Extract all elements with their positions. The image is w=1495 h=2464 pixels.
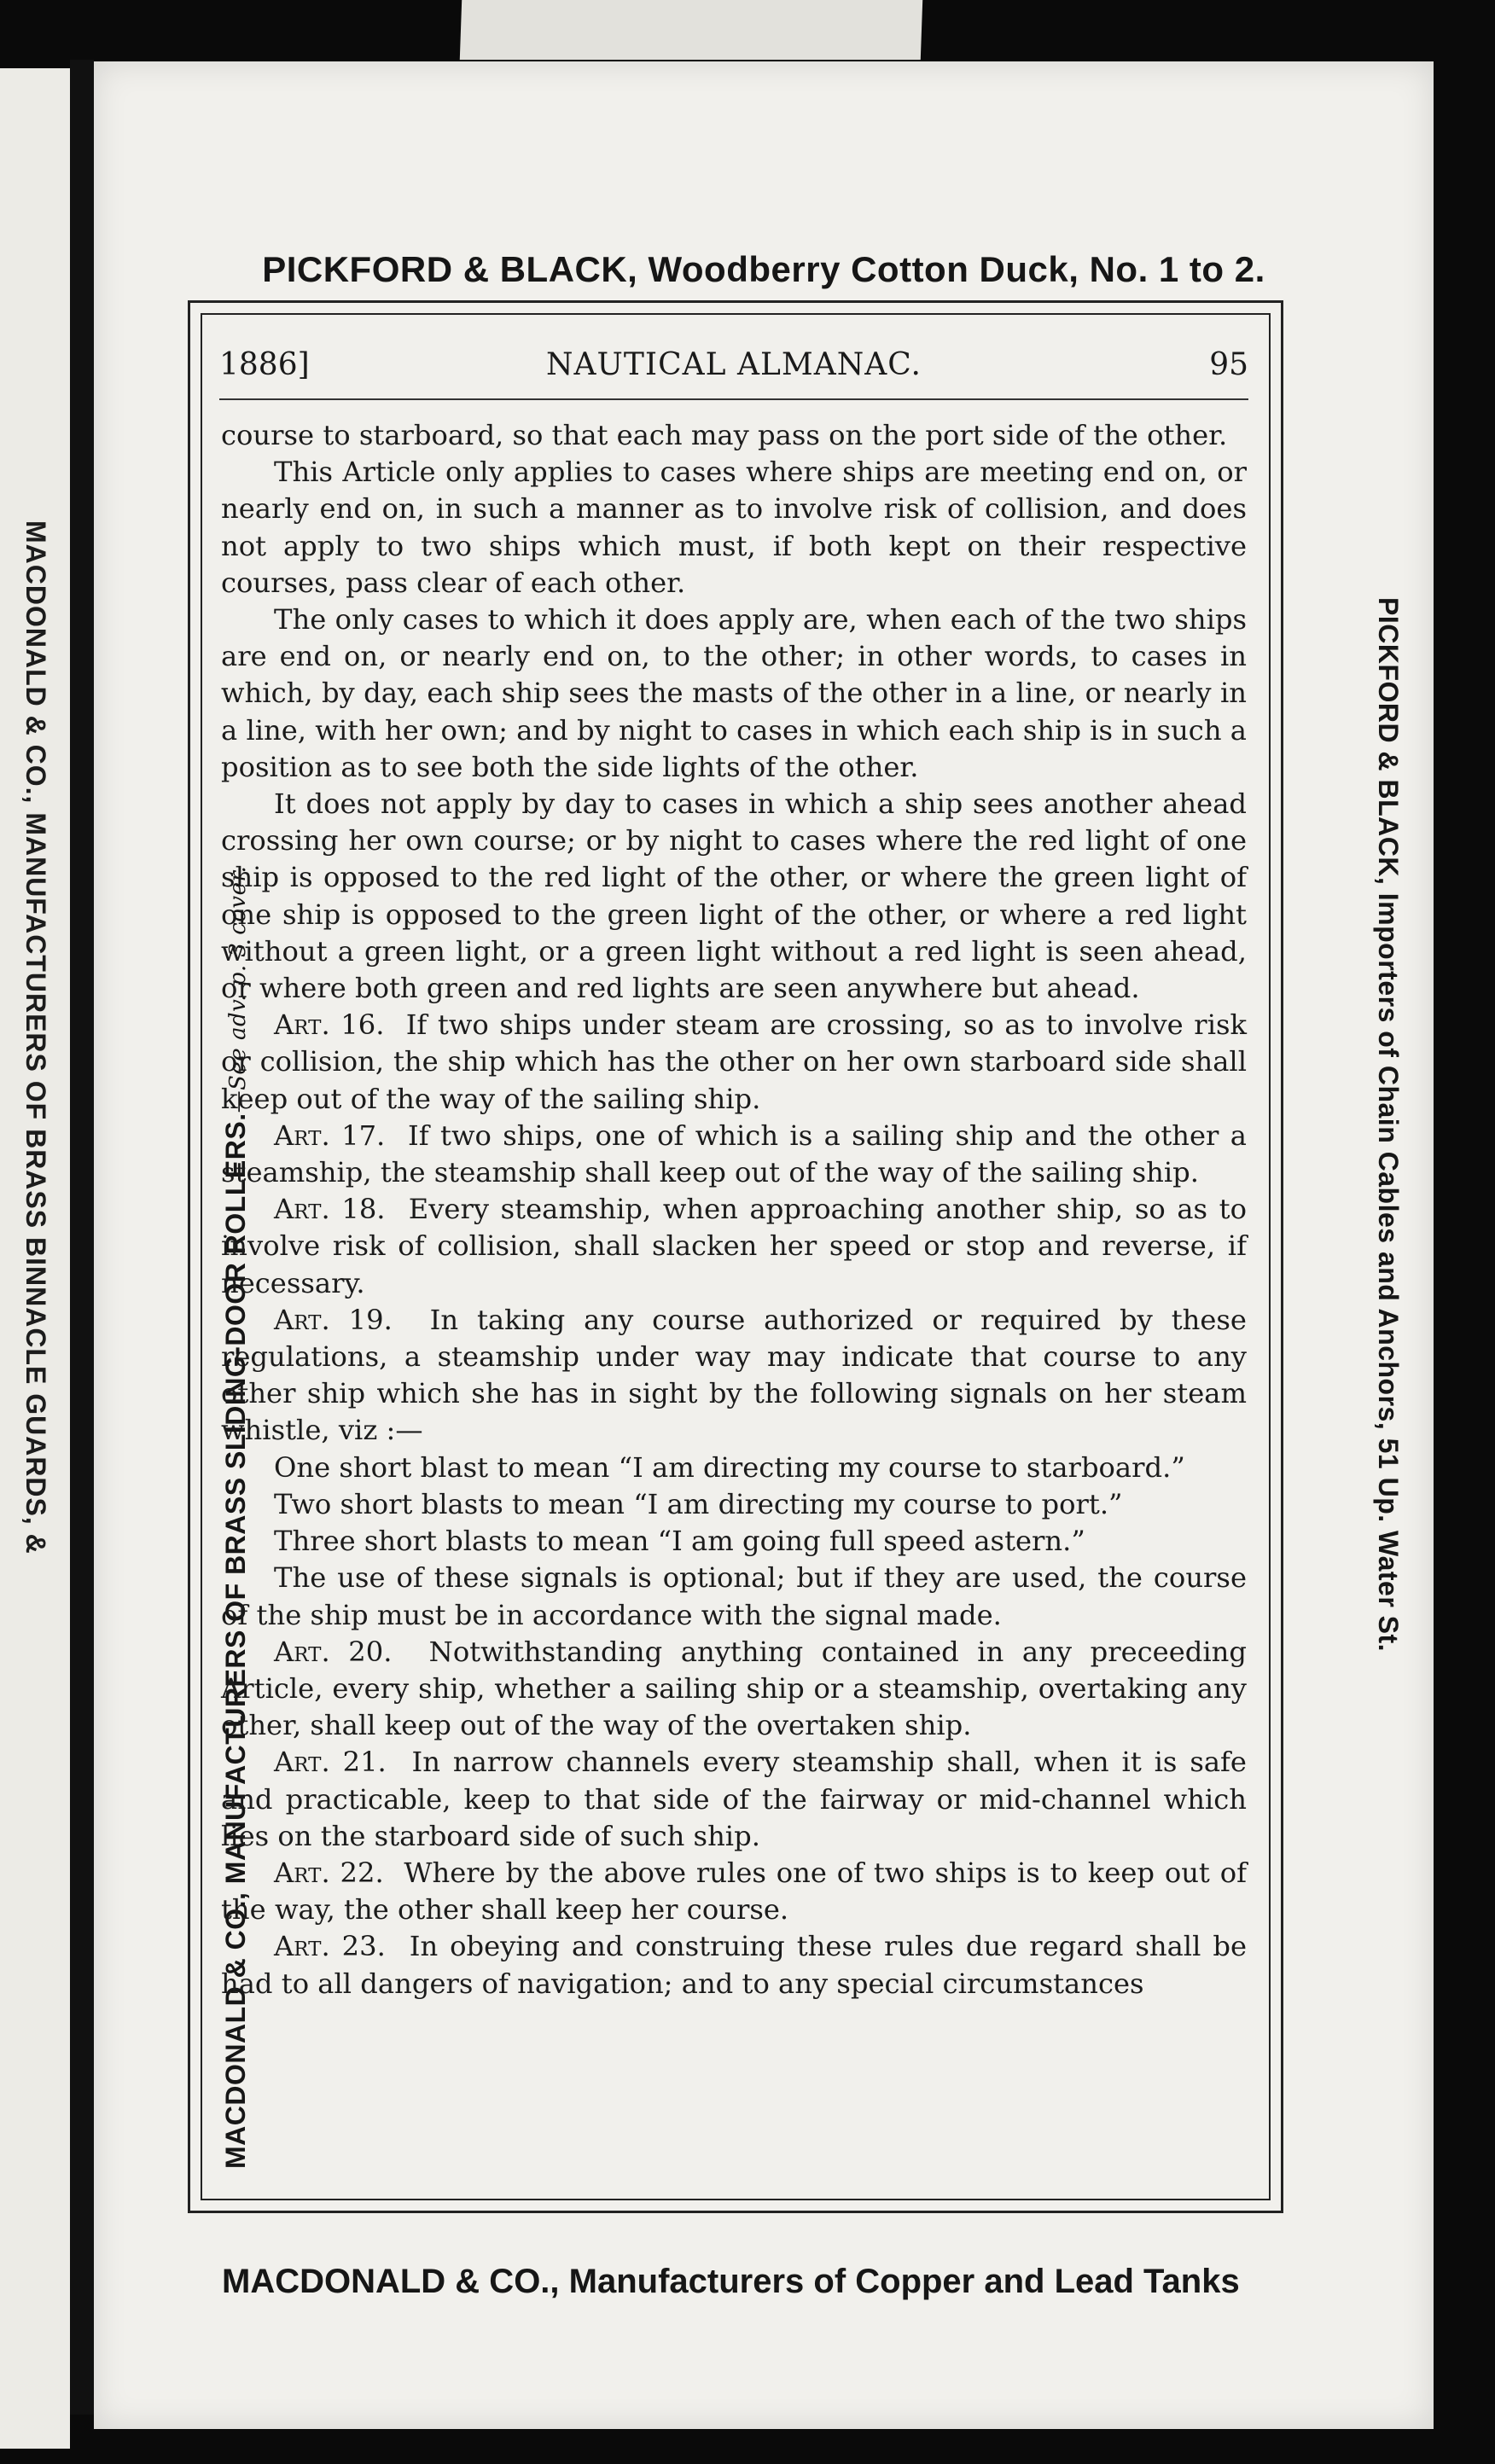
paragraph <box>221 1634 1247 1745</box>
paragraph-text: If two ships, one of which is a sailing ship and the other a steamship, the steamship shall keep out of the way of the sailing ship. <box>221 1119 1247 1189</box>
paragraph-text: Where by the above rules one of two ships is to keep out of the way, the other shall keep her course. <box>221 1856 1247 1926</box>
right-margin-advertisement: PICKFORD & BLACK, Importers of Chain Cables and Anchors, 51 Up. Water St. <box>1373 597 1404 1653</box>
article-number: Art. 21. <box>274 1746 387 1779</box>
paragraph-text: It does not apply by day to cases in which a ship sees another ahead crossing her own course; or by night to cases where the red light of one ship is opposed to the red light of the other, or where the green light of one ship is opposed to the green light of the other, or where a red light without a green light, or a green light without a red light is seen ahead, or where both green and red lights are seen anywhere but ahead. <box>221 787 1247 1005</box>
header-page-number: 95 <box>1209 347 1248 382</box>
paragraph-text: Notwithstanding anything contained in any preceeding Article, every ship, whether a sailing ship or a steamship, overtaking any other, shall keep out of the way of the overtaken ship. <box>221 1635 1247 1742</box>
paragraph-text: The only cases to which it does apply are, when each of the two ships are end on, or nearly end on, to the other; in other words, to cases in which, by day, each ship sees the masts of the other in a line, or nearly in a line, with her own; and by night to cases in which each ship is in such a position as to see both the side lights of the other. <box>221 603 1247 783</box>
header-year: 1886] <box>219 347 310 382</box>
adjacent-page-advertisement: MACDONALD & CO., MANUFACTURERS OF BRASS BINNACLE GUARDS, & <box>20 520 51 1555</box>
paragraph-text: If two ships under steam are crossing, so as to involve risk or collision, the ship which has the other on her own starboard side shall keep out of the way of the sailing ship. <box>221 1008 1248 1115</box>
book-gutter <box>70 60 94 2415</box>
paragraph-text: Two short blasts to mean “I am directing my course to port.” <box>274 1487 1123 1520</box>
paragraph <box>221 601 1247 786</box>
left-margin-advertisement-note: —See adv. p. 3 cover. <box>225 865 251 1113</box>
paragraph-text: Every steamship, when approaching another ship, so as to involve risk of collision, shall slacken her speed or stop and reverse, if necessary. <box>221 1193 1247 1299</box>
bottom-advertisement: MACDONALD & CO., Manufacturers of Copper and Lead Tanks <box>222 2263 1240 2300</box>
paragraph <box>221 417 1247 454</box>
background-paper-scrap <box>460 0 922 60</box>
page <box>94 61 1434 2429</box>
paragraph <box>221 1855 1247 1928</box>
article-number: Art. 20. <box>274 1635 393 1668</box>
paragraph <box>221 1928 1247 2002</box>
paragraph <box>221 1486 1247 1523</box>
paragraph-text: One short blast to mean “I am directing my course to starboard.” <box>274 1450 1185 1484</box>
article-number: Art. 23. <box>274 1930 386 1963</box>
paragraph <box>221 1302 1247 1450</box>
paragraph-text: The use of these signals is optional; but if they are used, the course of the ship must be in accordance with the signal made. <box>221 1561 1247 1631</box>
paragraph <box>221 786 1247 1007</box>
article-number: Art. 16. <box>274 1008 385 1042</box>
article-number: Art. 18. <box>274 1193 386 1226</box>
article-body <box>221 417 1247 2002</box>
paragraph <box>221 1007 1247 1118</box>
paragraph-text: This Article only applies to cases where ships are meeting end on, or nearly end on, in such a manner as to involve risk of collision, and does not apply to two ships which must, if both kept on their respective courses, pass clear of each other. <box>221 456 1247 599</box>
paragraph <box>221 1118 1247 1191</box>
paragraph <box>221 1191 1247 1302</box>
page-frame-inner <box>201 313 1271 2200</box>
paragraph <box>221 1560 1247 1633</box>
paragraph <box>221 1523 1247 1560</box>
paragraph-text: Three short blasts to mean “I am going full speed astern.” <box>274 1525 1085 1558</box>
paragraph-text: In taking any course authorized or required by these regulations, a steamship under way may indicate that course to any other ship which she has in sight by the following signals on her steam whistle, viz :— <box>221 1303 1247 1447</box>
paragraph-text: In obeying and construing these rules due regard shall be had to all dangers of navigation; and to any special circumstances <box>221 1930 1247 2000</box>
paragraph <box>221 454 1247 601</box>
paragraph <box>221 1450 1247 1486</box>
article-number: Art. 17. <box>274 1119 386 1152</box>
header-title: NAUTICAL ALMANAC. <box>546 347 922 382</box>
article-number: Art. 22. <box>274 1856 384 1889</box>
article-number: Art. 19. <box>274 1303 393 1336</box>
running-head <box>219 347 1248 398</box>
page-frame <box>188 300 1283 2213</box>
left-margin-advertisement-text: MACDONALD & CO., MANUFACTURERS OF BRASS SLIDING-DOOR ROLLERS. <box>220 1113 251 2169</box>
paragraph <box>221 1744 1247 1855</box>
paragraph-text: In narrow channels every steamship shall, when it is safe and practicable, keep to that side of the fairway or mid-channel which lies on the starboard side of such ship. <box>221 1746 1247 1852</box>
adjacent-page <box>0 68 70 2449</box>
header-rule <box>219 398 1248 400</box>
paragraph-text: course to starboard, so that each may pass on the port side of the other. <box>221 419 1228 451</box>
top-advertisement: PICKFORD & BLACK, Woodberry Cotton Duck, No. 1 to 2. <box>262 249 1265 289</box>
